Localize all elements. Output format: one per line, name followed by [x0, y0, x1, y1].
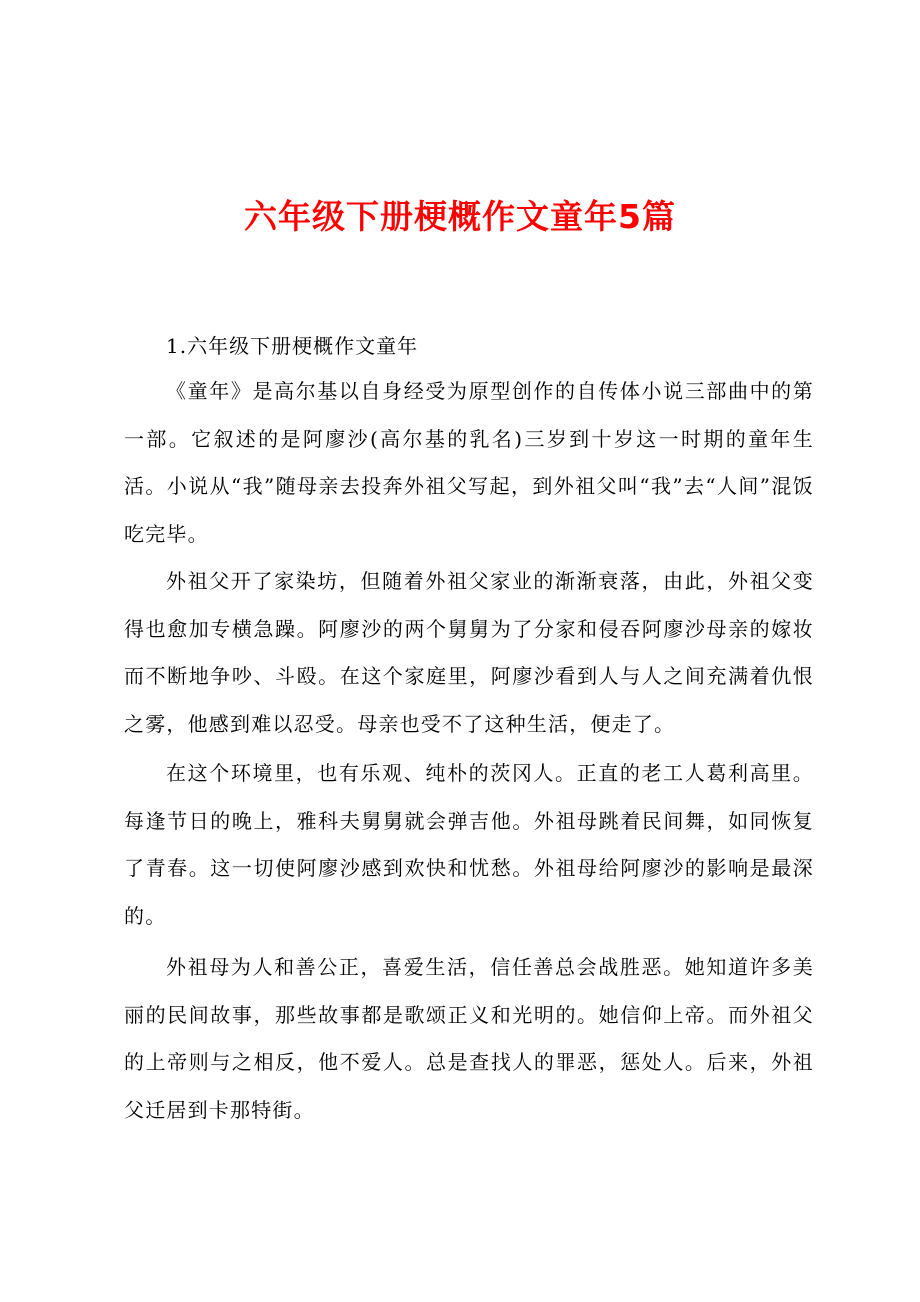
- paragraph-4: 外祖母为人和善公正，喜爱生活，信任善总会战胜恶。她知道许多美丽的民间故事，那些故事都是歌颂正义和光明的。她信仰上帝。而外祖父的上帝则与之相反，他不爱人。总是查找人的罪恶，惩处人。后来，外祖父迁居到卡那特街。: [124, 955, 814, 1122]
- section-heading: 1.六年级下册梗概作文童年: [166, 334, 419, 358]
- document-title: 六年级下册梗概作文童年5篇: [244, 197, 676, 236]
- paragraph-2: 外祖父开了家染坊，但随着外祖父家业的渐渐衰落，由此，外祖父变得也愈加专横急躁。阿廖沙的两个舅舅为了分家和侵吞阿廖沙母亲的嫁妆而不断地争吵、斗殴。在这个家庭里，阿廖沙看到人与人之间充满着仇恨之雾，他感到难以忍受。母亲也受不了这种生活，便走了。: [124, 569, 814, 736]
- paragraph-3: 在这个环境里，也有乐观、纯朴的茨冈人。正直的老工人葛利高里。每逢节日的晚上，雅科夫舅舅就会弹吉他。外祖母跳着民间舞，如同恢复了青春。这一切使阿廖沙感到欢快和忧愁。外祖母给阿廖沙的影响是最深的。: [124, 761, 814, 928]
- paragraph-1: 《童年》是高尔基以自身经受为原型创作的自传体小说三部曲中的第一部。它叙述的是阿廖沙(高尔基的乳名)三岁到十岁这一时期的童年生活。小说从“我”随母亲去投奔外祖父写起，到外祖父叫“我”去“人间”混饭吃完毕。: [124, 379, 814, 546]
